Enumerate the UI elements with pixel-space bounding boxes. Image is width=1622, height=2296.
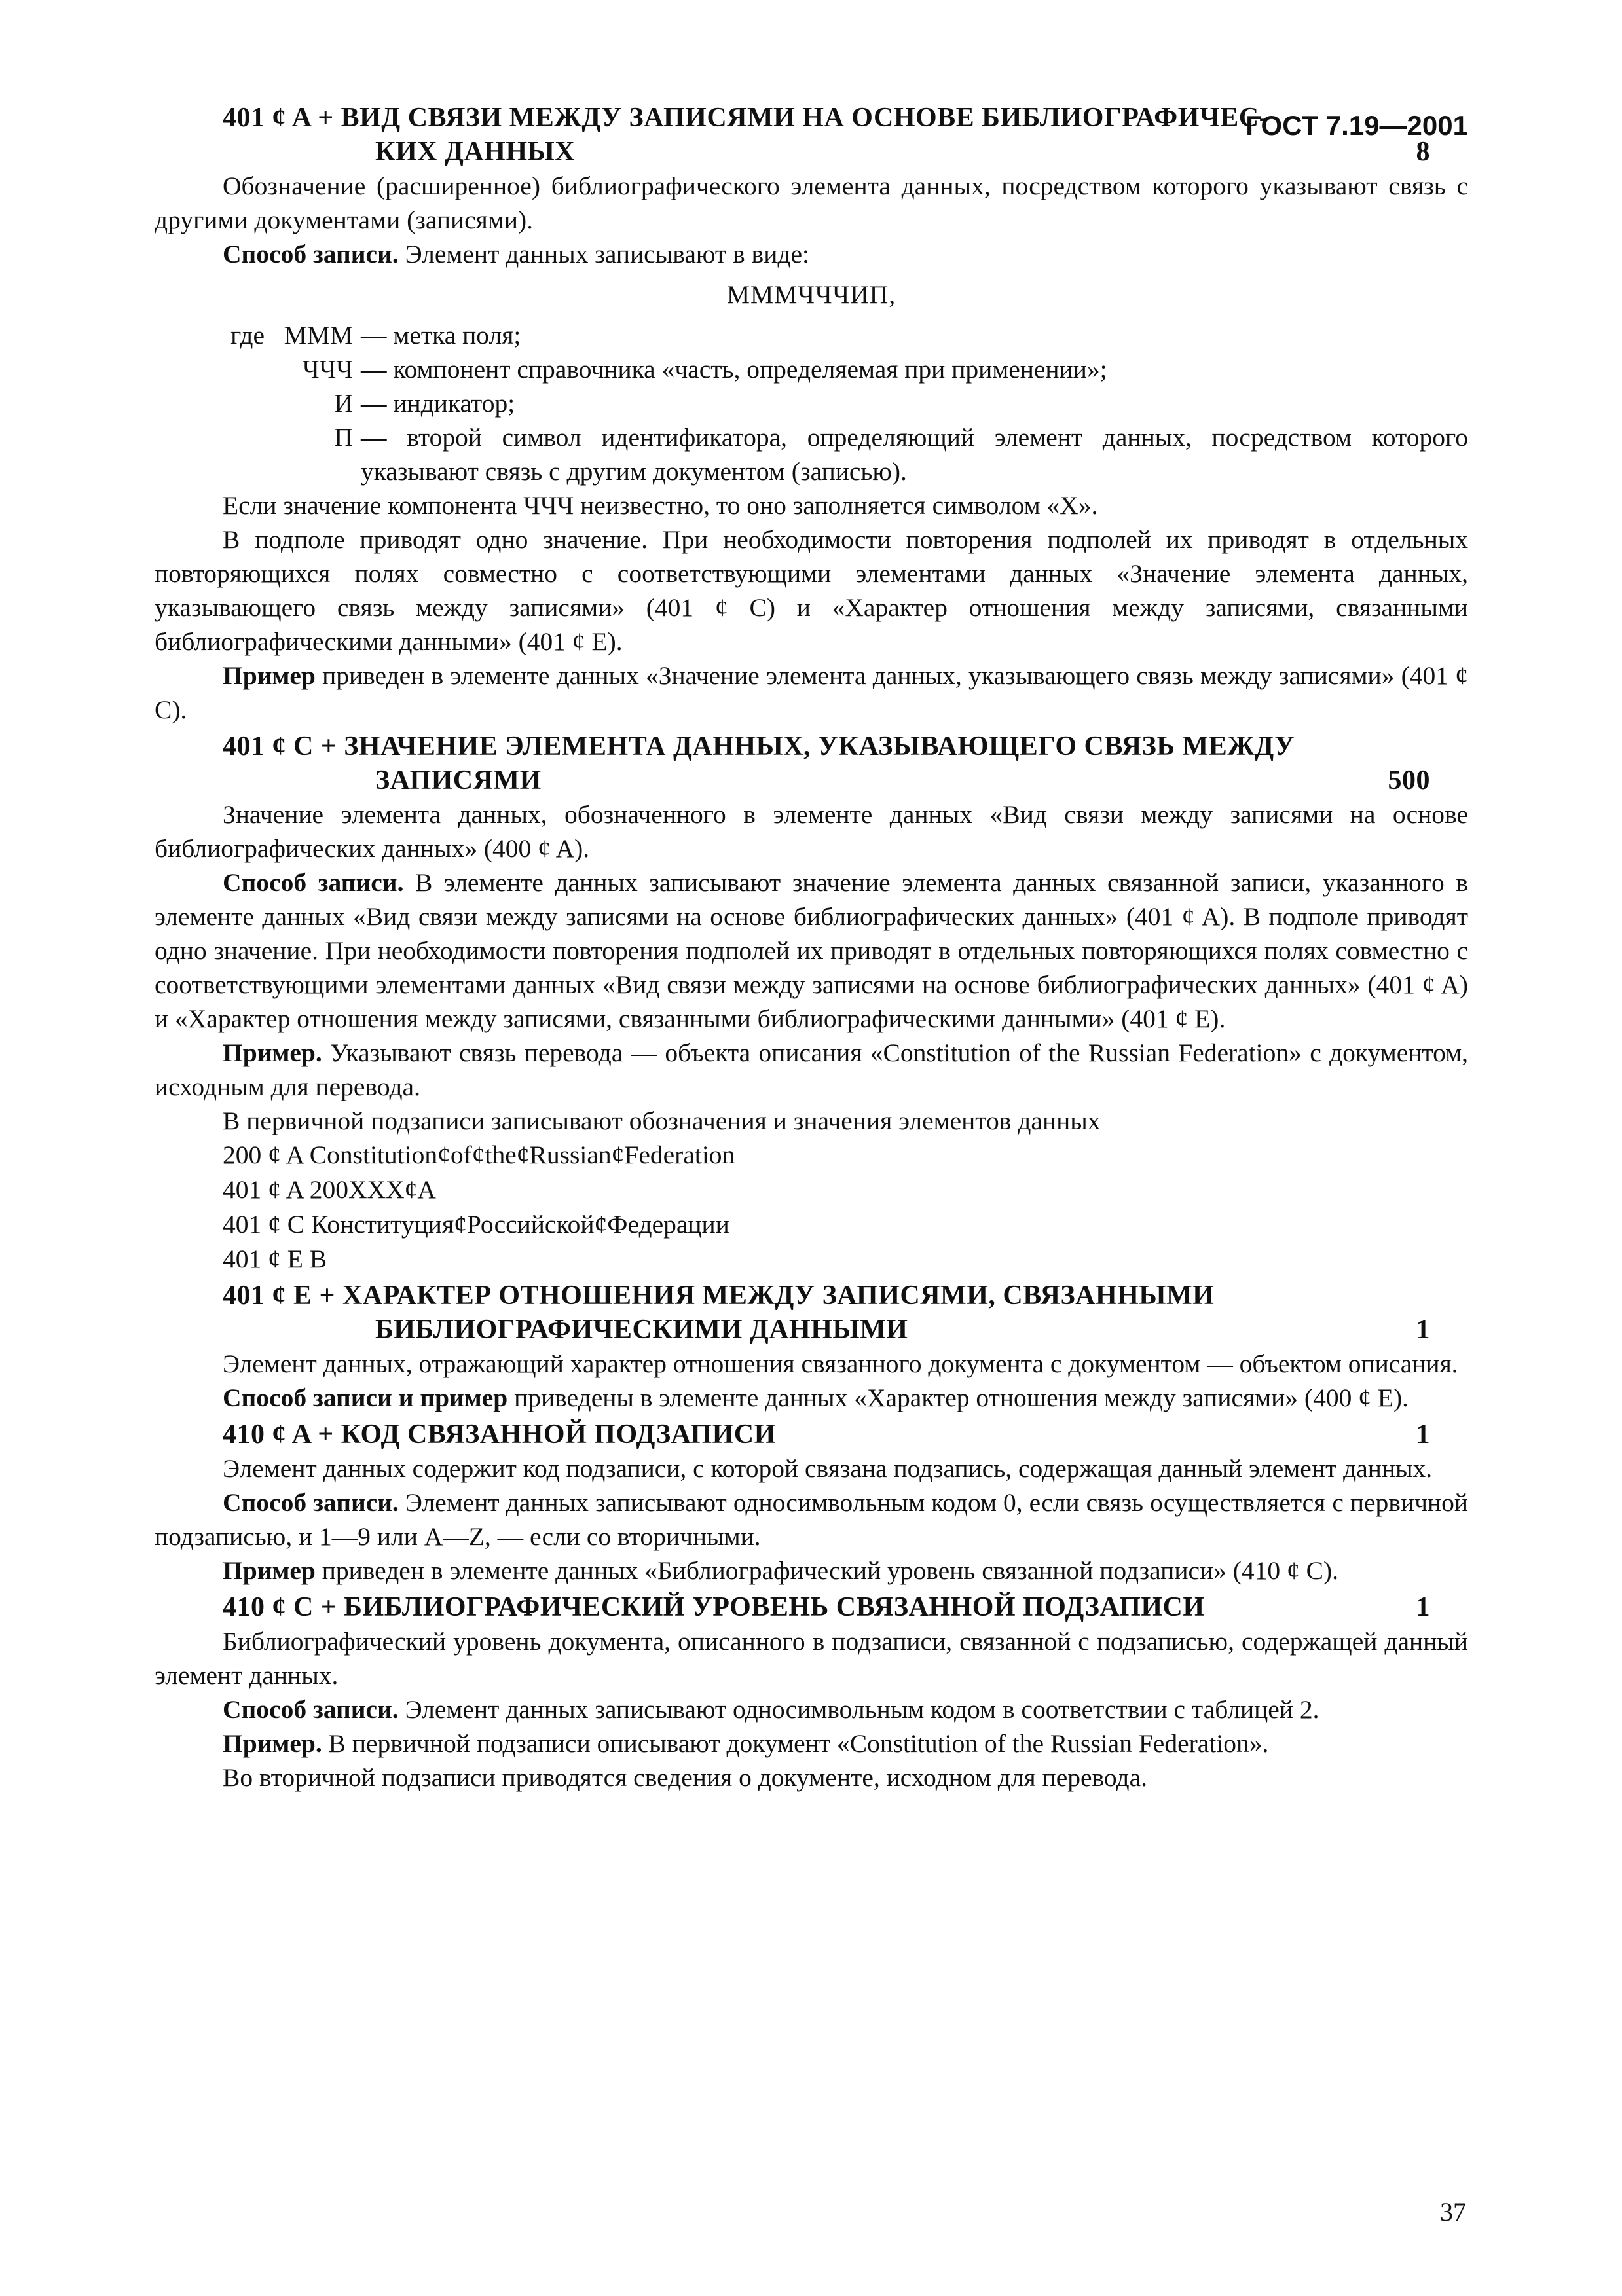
entry-heading-line-1: 401 ȼ A + ВИД СВЯЗИ МЕЖДУ ЗАПИСЯМИ НА ОСНОВЕ БИБЛИОГРАФИЧЕС-	[223, 103, 1269, 133]
bold-lead: Способ записи.	[223, 868, 404, 897]
entry-length: 8	[1416, 137, 1430, 167]
paragraph-text: приведены в элементе данных «Характер отношения между записями» (400 ȼ E).	[507, 1383, 1409, 1412]
entry-heading-line-1: 410 ȼ A + КОД СВЯЗАННОЙ ПОДЗАПИСИ	[223, 1419, 776, 1449]
entry-length: 1	[1416, 1592, 1430, 1622]
paragraph-text: В первичной подзаписи описывают документ «Constitution of the Russian Federation».	[322, 1729, 1269, 1758]
definition-paragraph: Обозначение (расширенное) библиографического элемента данных, посредством которого указывают связь с другими документами (записями).	[155, 172, 1468, 234]
where-key	[155, 318, 353, 352]
example-paragraph	[155, 1036, 1468, 1104]
paragraph-text: приведен в элементе данных «Библиографический уровень связанной подзаписи» (410 ȼ C).	[315, 1556, 1339, 1585]
repeat-paragraph: В подполе приводят одно значение. При необходимости повторения подполей их приводят в отдельных повторяющихся полях совместно с соответствующими элементами данных «Значение элемента данных, указывающего связь между записями» (401 ȼ C) и «Характер отношения между записями, связанными библиографическими данными» (401 ȼ E).	[155, 525, 1468, 656]
entry-heading-line-2: ЗАПИСЯМИ	[375, 765, 542, 795]
entry-length: 1	[1416, 1419, 1430, 1449]
example-paragraph	[155, 1554, 1468, 1588]
where-value: — индикатор;	[361, 389, 515, 418]
paragraph-text: Элемент данных записывают в виде:	[398, 240, 809, 268]
method-paragraph	[155, 1381, 1468, 1415]
entry-length: 1	[1416, 1315, 1430, 1345]
note-paragraph: Если значение компонента ЧЧЧ неизвестно, то оно заполняется символом «X».	[223, 491, 1098, 520]
where-key: ЧЧЧ	[302, 355, 353, 384]
method-paragraph	[155, 237, 1468, 271]
definition-paragraph: Элемент данных содержит код подзаписи, с которой связана подзапись, содержащая данный элемент данных.	[223, 1454, 1433, 1483]
formula: МММЧЧЧИП,	[726, 280, 896, 309]
where-key: П	[334, 423, 353, 452]
entry-heading-line-2: БИБЛИОГРАФИЧЕСКИМИ ДАННЫМИ	[375, 1315, 908, 1345]
where-value: — второй символ идентификатора, определяющий элемент данных, посредством которого указывают связь с другим документом (записью).	[361, 423, 1468, 486]
example-line: 401 ȼ A 200XXXȼA	[223, 1175, 436, 1204]
paragraph-text: В элементе данных записывают значение элемента данных связанной записи, указанного в элементе данных «Вид связи между записями на основе библиографических данных» (401 ȼ A). В подполе приводят одно значение. При необходимости повторения подполей их приводят в отдельных повторяющихся полях совместно с соответствующими элементами данных «Вид связи между записями на основе библиографических данных» (401 ȼ A) и «Характер отношения между записями, связанными библиографическими данными» (401 ȼ E).	[155, 868, 1469, 1033]
where-key: И	[334, 389, 353, 418]
paragraph-text: Элемент данных записывают односимвольным кодом в соответствии с таблицей 2.	[398, 1695, 1319, 1724]
entry-heading	[155, 1590, 1468, 1624]
where-row	[155, 318, 1468, 352]
where-list	[155, 318, 1468, 488]
entry-heading-line-1: 401 ȼ E + ХАРАКТЕР ОТНОШЕНИЯ МЕЖДУ ЗАПИСЯМИ, СВЯЗАННЫМИ	[223, 1281, 1215, 1311]
bold-lead: Пример	[223, 661, 316, 690]
example-line: 401 ȼ E B	[223, 1245, 327, 1273]
running-head: ГОСТ 7.19—2001	[1245, 110, 1468, 141]
entry-heading	[155, 1417, 1468, 1451]
bold-lead: Способ записи и пример	[223, 1383, 508, 1412]
where-row	[155, 386, 1468, 420]
page-body	[155, 98, 1468, 1795]
secondary-record-paragraph: Во вторичной подзаписи приводятся сведения о документе, исходном для перевода.	[223, 1763, 1148, 1792]
definition-paragraph: Значение элемента данных, обозначенного в элементе данных «Вид связи между записями на основе библиографических данных» (400 ȼ A).	[155, 800, 1468, 863]
bold-lead: Способ записи.	[223, 1488, 399, 1517]
bold-lead: Способ записи.	[223, 240, 399, 268]
paragraph-text: Элемент данных записывают односимвольным кодом 0, если связь осуществляется с первичной подзаписью, и 1—9 или A—Z, — если со вторичными.	[155, 1488, 1468, 1551]
method-paragraph	[155, 866, 1468, 1036]
example-line: 401 ȼ C КонституцияȼРоссийскойȼФедерации	[223, 1210, 729, 1239]
definition-paragraph: Элемент данных, отражающий характер отношения связанного документа с документом — объектом описания.	[223, 1349, 1458, 1378]
where-row	[155, 420, 1468, 488]
method-paragraph	[155, 1485, 1468, 1554]
page-number: 37	[1440, 2197, 1466, 2227]
entry-heading-line-1: 410 ȼ C + БИБЛИОГРАФИЧЕСКИЙ УРОВЕНЬ СВЯЗАННОЙ ПОДЗАПИСИ	[223, 1592, 1205, 1622]
definition-paragraph: Библиографический уровень документа, описанного в подзаписи, связанной с подзаписью, содержащей данный элемент данных.	[155, 1627, 1468, 1690]
entry-length: 500	[1388, 765, 1430, 795]
bold-lead: Пример.	[223, 1038, 322, 1067]
entry-heading	[155, 101, 1468, 169]
paragraph-text: приведен в элементе данных «Значение элемента данных, указывающего связь между записями» (401 ȼ C).	[155, 661, 1468, 724]
entry-heading	[155, 729, 1468, 797]
bold-lead: Пример	[223, 1556, 316, 1585]
example-line: 200 ȼ A ConstitutionȼofȼtheȼRussianȼFederation	[223, 1140, 735, 1169]
example-paragraph	[155, 1726, 1468, 1760]
where-row	[155, 352, 1468, 386]
example-paragraph	[155, 659, 1468, 727]
bold-lead: Пример.	[223, 1729, 322, 1758]
where-value: — компонент справочника «часть, определяемая при применении»;	[361, 355, 1107, 384]
entry-heading	[155, 1279, 1468, 1347]
entry-heading-line-2: КИХ ДАННЫХ	[375, 137, 576, 167]
method-paragraph	[155, 1692, 1468, 1726]
bold-lead: Способ записи.	[223, 1695, 399, 1724]
primary-record-paragraph: В первичной подзаписи записывают обозначения и значения элементов данных	[223, 1106, 1101, 1135]
where-value: — метка поля;	[361, 321, 521, 350]
where-key-text: МММ	[284, 321, 353, 350]
entry-heading-line-1: 401 ȼ C + ЗНАЧЕНИЕ ЭЛЕМЕНТА ДАННЫХ, УКАЗЫВАЮЩЕГО СВЯЗЬ МЕЖДУ	[223, 731, 1295, 761]
where-label: где	[230, 321, 265, 350]
paragraph-text: Указывают связь перевода — объекта описания «Constitution of the Russian Federation» с документом, исходным для перевода.	[155, 1038, 1468, 1101]
